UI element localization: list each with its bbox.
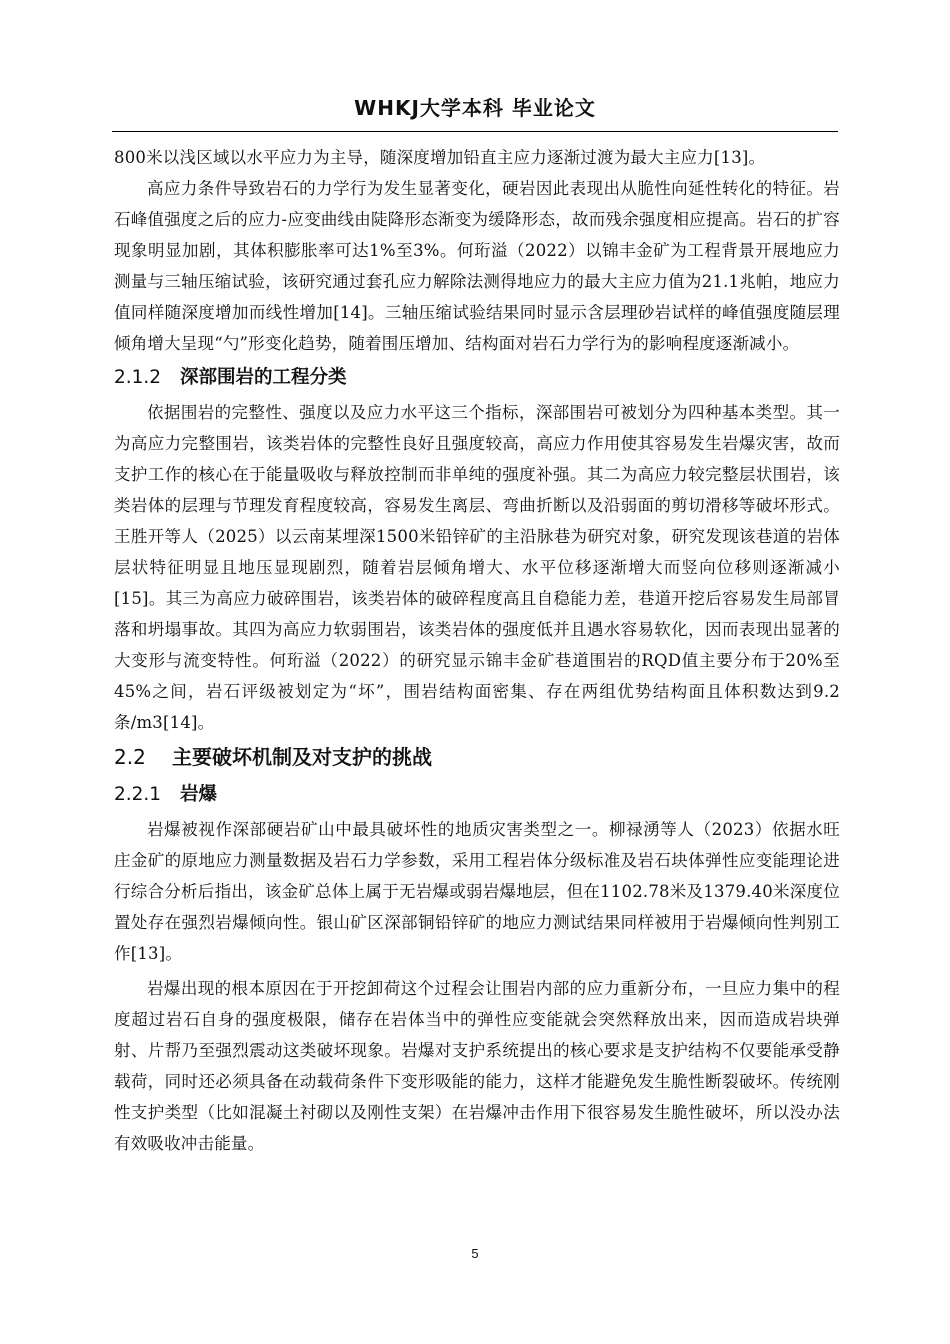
section-heading-2-2-1	[114, 776, 840, 814]
paragraph: 岩爆被视作深部硬岩矿山中最具破坏性的地质灾害类型之一。柳禄湧等人（2023）依据水旺庄金矿的原地应力测量数据及岩石力学参数，采用工程岩体分级标准及岩石块体弹性应变能理论进行综合分析后指出，该金矿总体上属于无岩爆或弱岩爆地层，但在1102.78米及1379.40米深度位置处存在强烈岩爆倾向性。银山矿区深部铜铅锌矿的地应力测试结果同样被用于岩爆倾向性判别工作[13]。	[114, 820, 840, 963]
header-divider	[112, 131, 838, 132]
page-header: WHKJ大学本科 毕业论文	[354, 96, 596, 120]
section-number: 2.1.2	[114, 367, 162, 388]
page-body	[114, 142, 840, 1159]
paragraph: 依据围岩的完整性、强度以及应力水平这三个指标，深部围岩可被划分为四种基本类型。其一为高应力完整围岩，该类岩体的完整性良好且强度较高，高应力作用使其容易发生岩爆灾害，故而支护工作的核心在于能量吸收与释放控制而非单纯的强度补强。其二为高应力较完整层状围岩，该类岩体的层理与节理发育程度较高，容易发生离层、弯曲折断以及沿弱面的剪切滑移等破坏形式。王胜开等人（2025）以云南某埋深1500米铅锌矿的主沿脉巷为研究对象，研究发现该巷道的岩体层状特征明显且地压显现剧烈，随着岩层倾角增大、水平位移逐渐增大而竖向位移则逐渐减小[15]。其三为高应力破碎围岩，该类岩体的破碎程度高且自稳能力差，巷道开挖后容易发生局部冒落和坍塌事故。其四为高应力软弱围岩，该类岩体的强度低并且遇水容易软化，因而表现出显著的大变形与流变特性。何珩溢（2022）的研究显示锦丰金矿巷道围岩的RQD值主要分布于20%至45%之间，岩石评级被划定为“坏”，围岩结构面密集、存在两组优势结构面且体积数达到9.2条/m3[14]。	[114, 403, 840, 732]
page-number: 5	[471, 1246, 479, 1261]
paragraph: 高应力条件导致岩石的力学行为发生显著变化，硬岩因此表现出从脆性向延性转化的特征。岩石峰值强度之后的应力-应变曲线由陡降形态渐变为缓降形态，故而残余强度相应提高。岩石的扩容现象明显加剧，其体积膨胀率可达1%至3%。何珩溢（2022）以锦丰金矿为工程背景开展地应力测量与三轴压缩试验，该研究通过套孔应力解除法测得地应力的最大主应力值为21.1兆帕，地应力值同样随深度增加而线性增加[14]。三轴压缩试验结果同时显示含层理砂岩试样的峰值强度随层理倾角增大呈现“勺”形变化趋势，随着围压增加、结构面对岩石力学行为的影响程度逐渐减小。	[114, 179, 840, 353]
paragraph: 800米以浅区域以水平应力为主导，随深度增加铅直主应力逐渐过渡为最大主应力[13]。	[114, 148, 766, 167]
section-title: 深部围岩的工程分类	[180, 367, 347, 388]
section-heading-2-2	[114, 738, 840, 776]
section-title: 主要破坏机制及对支护的挑战	[172, 745, 432, 769]
section-heading-2-1-2	[114, 359, 840, 397]
section-number: 2.2	[114, 745, 146, 769]
section-title: 岩爆	[180, 784, 218, 805]
section-number: 2.2.1	[114, 784, 162, 805]
paragraph: 岩爆出现的根本原因在于开挖卸荷这个过程会让围岩内部的应力重新分布，一旦应力集中的程度超过岩石自身的强度极限，储存在岩体当中的弹性应变能就会突然释放出来，因而造成岩块弹射、片帮乃至强烈震动这类破坏现象。岩爆对支护系统提出的核心要求是支护结构不仅要能承受静载荷，同时还必须具备在动载荷条件下变形吸能的能力，这样才能避免发生脆性断裂破坏。传统刚性支护类型（比如混凝土衬砌以及刚性支架）在岩爆冲击作用下很容易发生脆性破坏，所以没办法有效吸收冲击能量。	[114, 979, 840, 1153]
